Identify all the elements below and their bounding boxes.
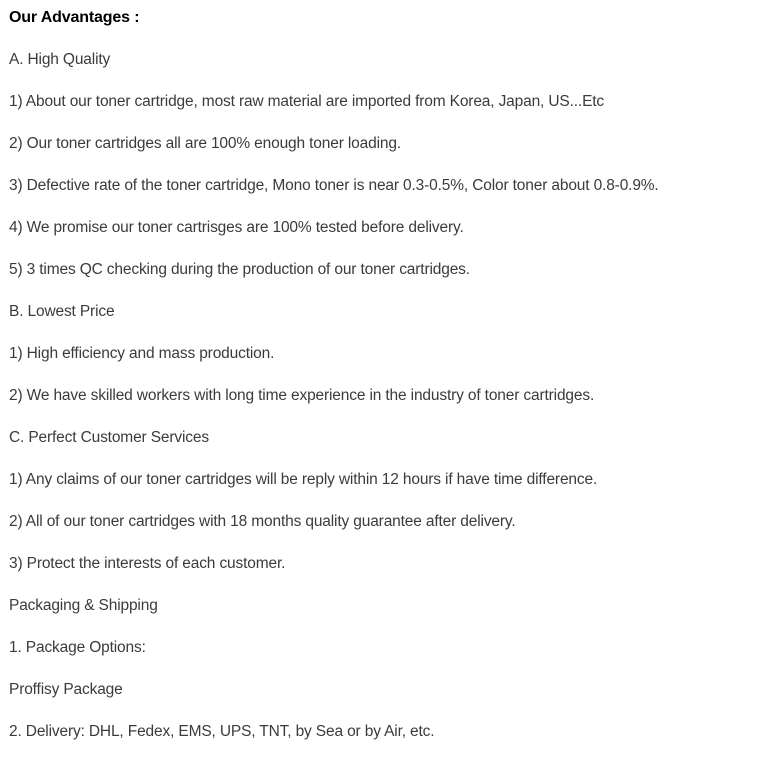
paragraph-quality-1: 1) About our toner cartridge, most raw material are imported from Korea, Japan, US...Etc xyxy=(9,93,605,110)
paragraph-price-2: 2) We have skilled workers with long time experience in the industry of toner cartridges. xyxy=(9,387,595,404)
section-heading: Our Advantages : xyxy=(9,9,140,26)
paragraph-delivery: 2. Delivery: DHL, Fedex, EMS, UPS, TNT, by Sea or by Air, etc. xyxy=(9,723,435,740)
subheading-high-quality: A. High Quality xyxy=(9,51,111,68)
paragraph-quality-4: 4) We promise our toner cartrisges are 100% tested before delivery. xyxy=(9,219,464,236)
subheading-lowest-price: B. Lowest Price xyxy=(9,303,115,320)
paragraph-package-options: 1. Package Options: xyxy=(9,639,146,656)
paragraph-service-2: 2) All of our toner cartridges with 18 months quality guarantee after delivery. xyxy=(9,513,516,530)
paragraph-quality-3: 3) Defective rate of the toner cartridge, Mono toner is near 0.3-0.5%, Color toner about 0.8-0.9%. xyxy=(9,177,659,194)
paragraph-package-name: Proffisy Package xyxy=(9,681,123,698)
paragraph-quality-5: 5) 3 times QC checking during the production of our toner cartridges. xyxy=(9,261,470,278)
paragraph-price-1: 1) High efficiency and mass production. xyxy=(9,345,275,362)
paragraph-quality-2: 2) Our toner cartridges all are 100% enough toner loading. xyxy=(9,135,401,152)
subheading-customer-services: C. Perfect Customer Services xyxy=(9,429,209,446)
paragraph-service-3: 3) Protect the interests of each customer. xyxy=(9,555,286,572)
subheading-packaging-shipping: Packaging & Shipping xyxy=(9,597,158,614)
paragraph-service-1: 1) Any claims of our toner cartridges will be reply within 12 hours if have time difference. xyxy=(9,471,598,488)
